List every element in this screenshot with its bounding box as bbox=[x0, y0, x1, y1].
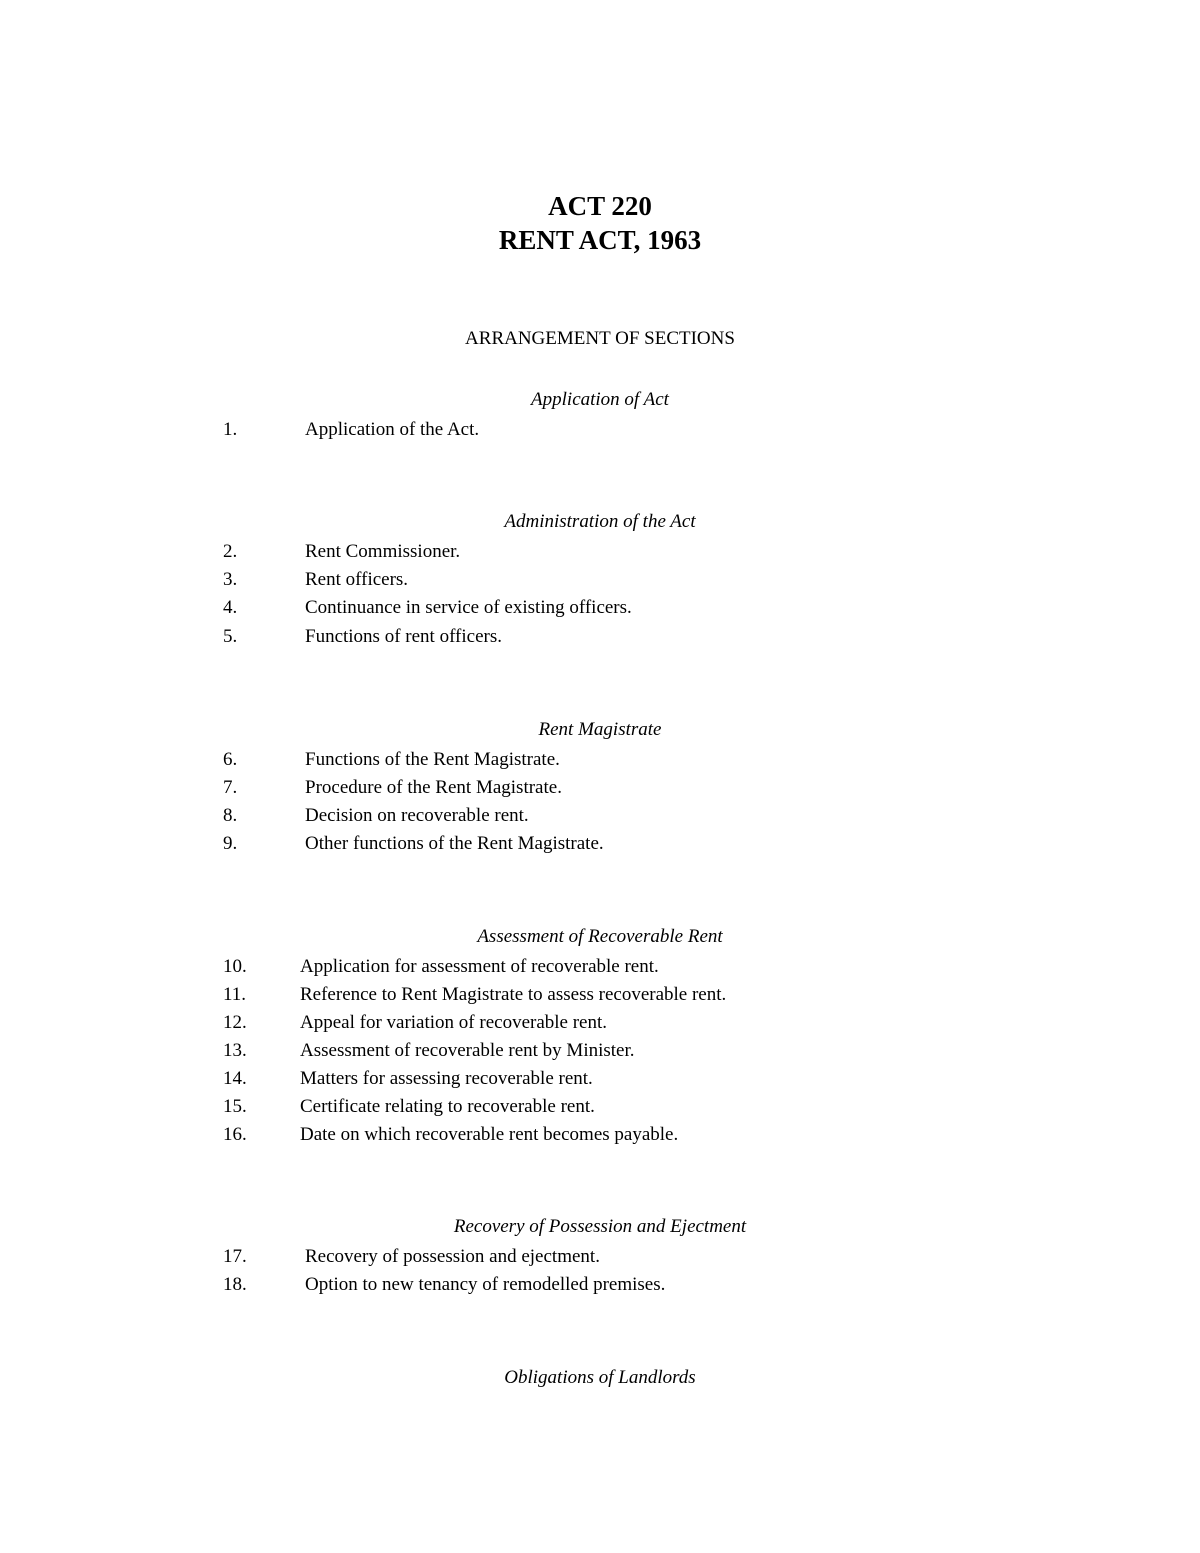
section-number: 3. bbox=[223, 569, 238, 590]
section-entry bbox=[0, 983, 1200, 1007]
part-heading-rent-magistrate: Rent Magistrate bbox=[538, 719, 662, 740]
section-number: 16. bbox=[223, 1124, 247, 1145]
section-entry bbox=[0, 1011, 1200, 1035]
section-title: Recovery of possession and ejectment. bbox=[305, 1246, 600, 1267]
section-entry bbox=[0, 1039, 1200, 1063]
part-heading-administration: Administration of the Act bbox=[504, 511, 696, 532]
section-number: 6. bbox=[223, 749, 238, 770]
section-title: Date on which recoverable rent becomes payable. bbox=[300, 1124, 679, 1145]
section-number: 8. bbox=[223, 805, 238, 826]
part-heading-obligations: Obligations of Landlords bbox=[504, 1367, 696, 1388]
section-entry bbox=[0, 625, 1200, 649]
arrangement-heading: ARRANGEMENT OF SECTIONS bbox=[465, 328, 735, 349]
section-number: 14. bbox=[223, 1068, 247, 1089]
section-number: 4. bbox=[223, 597, 238, 618]
section-entry bbox=[0, 1095, 1200, 1119]
section-entry bbox=[0, 804, 1200, 828]
section-entry bbox=[0, 1273, 1200, 1297]
section-title: Assessment of recoverable rent by Minister. bbox=[300, 1040, 635, 1061]
act-number: ACT 220 bbox=[548, 191, 652, 221]
part-heading-assessment: Assessment of Recoverable Rent bbox=[477, 926, 723, 947]
act-title: RENT ACT, 1963 bbox=[498, 225, 702, 255]
section-title: Decision on recoverable rent. bbox=[305, 805, 529, 826]
section-title: Appeal for variation of recoverable rent. bbox=[300, 1012, 608, 1033]
section-entry bbox=[0, 568, 1200, 592]
section-entry bbox=[0, 748, 1200, 772]
part-heading-recovery: Recovery of Possession and Ejectment bbox=[453, 1216, 747, 1237]
section-entry bbox=[0, 776, 1200, 800]
section-title: Functions of the Rent Magistrate. bbox=[305, 749, 560, 770]
section-title: Certificate relating to recoverable rent. bbox=[300, 1096, 595, 1117]
section-title: Continuance in service of existing officers. bbox=[305, 597, 632, 618]
section-title: Application of the Act. bbox=[305, 419, 480, 440]
section-number: 2. bbox=[223, 541, 238, 562]
section-number: 7. bbox=[223, 777, 238, 798]
section-number: 17. bbox=[223, 1246, 247, 1267]
section-title: Procedure of the Rent Magistrate. bbox=[305, 777, 562, 798]
section-title: Application for assessment of recoverable rent. bbox=[300, 956, 659, 977]
section-entry bbox=[0, 1067, 1200, 1091]
part-heading-application: Application of Act bbox=[531, 389, 669, 410]
section-title: Functions of rent officers. bbox=[305, 626, 502, 647]
section-title: Reference to Rent Magistrate to assess recoverable rent. bbox=[300, 984, 727, 1005]
section-title: Rent Commissioner. bbox=[305, 541, 461, 562]
section-entry bbox=[0, 955, 1200, 979]
section-number: 11. bbox=[223, 984, 247, 1005]
section-entry bbox=[0, 1245, 1200, 1269]
section-title: Rent officers. bbox=[305, 569, 409, 590]
section-number: 12. bbox=[223, 1012, 247, 1033]
section-title: Other functions of the Rent Magistrate. bbox=[305, 833, 604, 854]
section-number: 18. bbox=[223, 1274, 247, 1295]
section-entry bbox=[0, 596, 1200, 620]
section-number: 10. bbox=[223, 956, 247, 977]
section-entry bbox=[0, 832, 1200, 856]
section-entry bbox=[0, 1123, 1200, 1147]
section-number: 5. bbox=[223, 626, 238, 647]
section-entry bbox=[0, 418, 1200, 442]
section-number: 15. bbox=[223, 1096, 247, 1117]
section-number: 13. bbox=[223, 1040, 247, 1061]
section-entry bbox=[0, 540, 1200, 564]
section-number: 1. bbox=[223, 419, 238, 440]
section-number: 9. bbox=[223, 833, 238, 854]
section-title: Option to new tenancy of remodelled premises. bbox=[305, 1274, 666, 1295]
section-title: Matters for assessing recoverable rent. bbox=[300, 1068, 593, 1089]
